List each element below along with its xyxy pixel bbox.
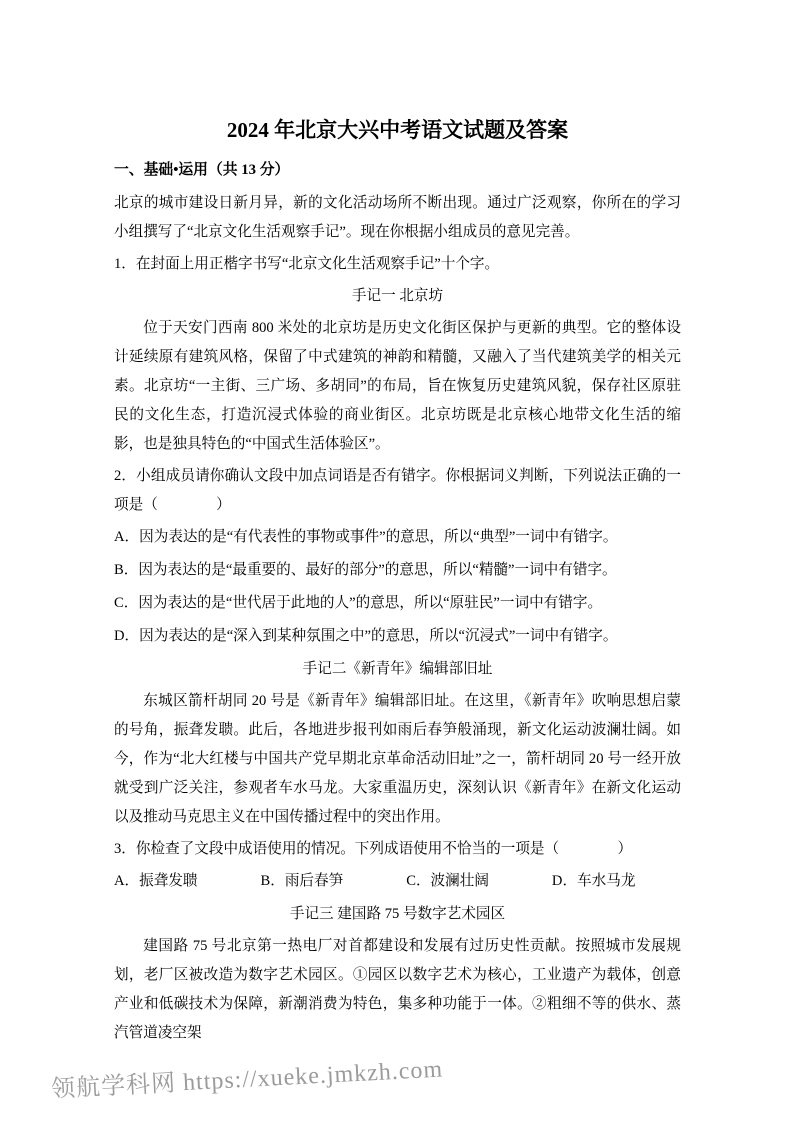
q2-option-b: B．因为表达的是“最重要的、最好的部分”的意思，所以“精髓”一词中有错字。 xyxy=(114,562,617,578)
site-watermark: 领航学科网 https://xueke.jmkzh.com xyxy=(50,1056,444,1104)
note3-paragraph: 建国路 75 号北京第一热电厂对首都建设和发展有过历史性贡献。按照城市发展规划，老厂区被改造为数字艺术园区。①园区以数字艺术为核心，工业遗产为载体，创意产业和低碳技术为保障，新潮消费为特色，集多种功能于一体。②粗细不等的供水、蒸汽管道凌空架 xyxy=(114,938,681,1041)
q2-option-c: C．因为表达的是“世代居于此地的人”的意思，所以“原驻民”一词中有错字。 xyxy=(114,595,603,611)
q3-option-d: D．车水马龙 xyxy=(551,873,636,889)
question-3: 3．你检查了文段中成语使用的情况。下列成语使用不恰当的一项是（ ） xyxy=(114,841,633,857)
note1-paragraph: 位于天安门西南 800 米处的北京坊是历史文化街区保护与更新的典型。它的整体设计延续原有建筑风格，保留了中式建筑的神韵和精髓，又融入了当代建筑美学的相关元素。北京坊“一主街、三广场、多胡同”的布局，旨在恢复历史建筑风貌，保存社区原驻民的文化生态，打造沉浸式体验的商业街区。北京坊既是北京核心地带文化生活的缩影，也是独具特色的“中国式生活体验区”。 xyxy=(114,320,681,452)
q2-option-a: A．因为表达的是“有代表性的事物或事件”的意思，所以“典型”一词中有错字。 xyxy=(114,529,618,545)
document-content xyxy=(114,116,681,1051)
page-title: 2024 年北京大兴中考语文试题及答案 xyxy=(226,118,569,142)
section-heading: 一、基础•运用（共 13 分） xyxy=(114,162,290,178)
q3-options-row xyxy=(114,867,681,896)
q3-option-c: C．波澜壮阔 xyxy=(406,873,489,889)
note3-title: 手记三 建国路 75 号数字艺术园区 xyxy=(289,906,506,922)
q3-option-b: B．雨后春笋 xyxy=(260,873,344,889)
note2-paragraph: 东城区箭杆胡同 20 号是《新青年》编辑部旧址。在这里，《新青年》吹响思想启蒙的号角，振聋发聩。此后，各地进步报刊如雨后春笋般涌现，新文化运动波澜壮阔。如今，作为“北大红楼与中国共产党早期北京革命活动旧址”之一，箭杆胡同 20 号一经开放就受到广泛关注，参观者车水马龙。大家重温历史，深刻认识《新青年》在新文化运动以及推动马克思主义在中国传播过程中的突出作用。 xyxy=(114,693,681,825)
q2-option-d: D．因为表达的是“深入到某种氛围之中”的意思，所以“沉浸式”一词中有错字。 xyxy=(114,628,618,644)
question-2: 2．小组成员请你确认文段中加点词语是否有错字。你根据词义判断，下列说法正确的一项是（ ） xyxy=(114,468,681,513)
question-1: 1．在封面上用正楷字书写“北京文化生活观察手记”十个字。 xyxy=(114,256,500,272)
q3-option-a: A．振聋发聩 xyxy=(114,873,198,889)
note2-title: 手记二《新青年》编辑部旧址 xyxy=(302,661,493,677)
note1-title: 手记一 北京坊 xyxy=(351,288,444,304)
intro-paragraph: 北京的城市建设日新月异，新的文化活动场所不断出现。通过广泛观察，你所在的学习小组撰写了“北京文化生活观察手记”。现在你根据小组成员的意见完善。 xyxy=(114,195,681,240)
